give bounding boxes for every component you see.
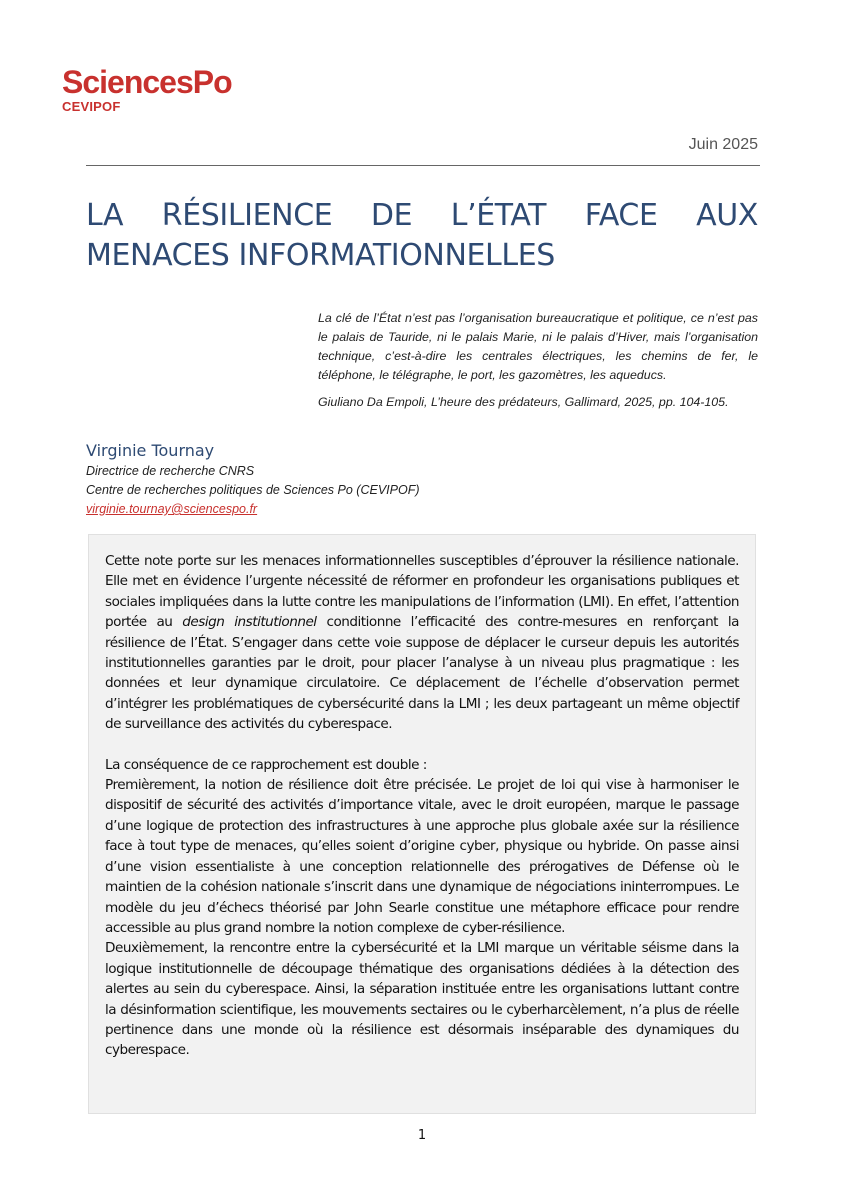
author-affiliation: Centre de recherches politiques de Sciences Po (CEVIPOF) [86,483,420,497]
abstract-point-second: Deuxièmement, la rencontre entre la cybersécurité et la LMI marque un véritable séisme dans la logique institutionnelle de découpage thématique des organisations dédiées à la détection des alertes au sein du cyberespace. Ainsi, la séparation instituée entre les organisations luttant contre la désinformation scientifique, les mouvements sectaires ou le cyberharcèlement, n’a plus de réelle pertinence dans une monde où la résilience est désormais inséparable des dynamiques du cyberespace. [105,940,739,1059]
abstract-p1-emphasis: design institutionnel [182,614,317,631]
abstract-paragraph-2-intro: La conséquence de ce rapprochement est double : [105,756,427,773]
epigraph-quote: La clé de l’État n’est pas l’organisation bureaucratique et politique, ce n’est pas le palais de Tauride, ni le palais Marie, ni le palais d’Hiver, mais l’organisation technique, c’est-à-dire les centrales électriques, les chemins de fer, le téléphone, le télégraphe, le port, les gazomètres, les aqueducs. [318,311,758,382]
publication-date: Juin 2025 [688,136,758,153]
abstract-box [88,534,756,1114]
epigraph [318,309,758,412]
abstract-paragraph-1 [105,551,739,735]
author-name: Virginie Tournay [86,441,215,460]
header-divider [86,165,760,166]
author-email-link[interactable]: virginie.tournay@sciencespo.fr [86,502,258,516]
epigraph-source: Giuliano Da Empoli, L’heure des prédateurs, Gallimard, 2025, pp. 104-105. [318,395,729,409]
abstract-p1-before: Cette note porte sur les menaces informationnelles susceptibles d’éprouver la résilience nationale. Elle met en évidence l’urgente nécessité de réformer en profondeur les organisations publiques et sociales impliquées dans la lutte contre les manipulations de l’information (LMI). En effet, l’attention portée au [105,553,739,631]
abstract-p1-after: conditionne l’efficacité des contre-mesures en renforçant la résilience de l’État. S’engager dans cette voie suppose de déplacer le curseur depuis les autorités institutionnelles garanties par le droit, pour placer l’analyse à un niveau plus pragmatique : les données et leur dynamique circulatoire. Ce déplacement de l’échelle d’observation permet d’intégrer les problématiques de cybersécurité dans la LMI ; les deux partageant un même objectif de surveillance des activités du cyberespace. [105,614,739,733]
document-title: LA RÉSILIENCE DE L’ÉTAT FACE AUX MENACES INFORMATIONNELLES [86,198,758,273]
logo-sub-text: CEVIPOF [62,99,121,114]
sciencespo-logo [62,66,232,113]
page-number: 1 [417,1128,427,1143]
abstract-point-first: Premièrement, la notion de résilience doit être précisée. Le projet de loi qui vise à harmoniser le dispositif de sécurité des activités d’importance vitale, avec le droit européen, marque le passage d’une logique de protection des infrastructures à une approche plus globale axée sur la résilience face à tout type de menaces, qu’elles soient d’origine cyber, physique ou hybride. On passe ainsi d’une vision essentialiste à une conception relationnelle des prérogatives de Défense où le maintien de la cohésion nationale s’inscrit dans une dynamique de négociations ininterrompues. Le modèle du jeu d’échecs théorisé par John Searle constitue une métaphore efficace pour rendre accessible au plus grand nombre la notion complexe de cyber-résilience. [105,777,739,936]
author-block [86,440,586,519]
author-role: Directrice de recherche CNRS [86,464,255,478]
logo-main-text: SciencesPo [62,64,232,100]
